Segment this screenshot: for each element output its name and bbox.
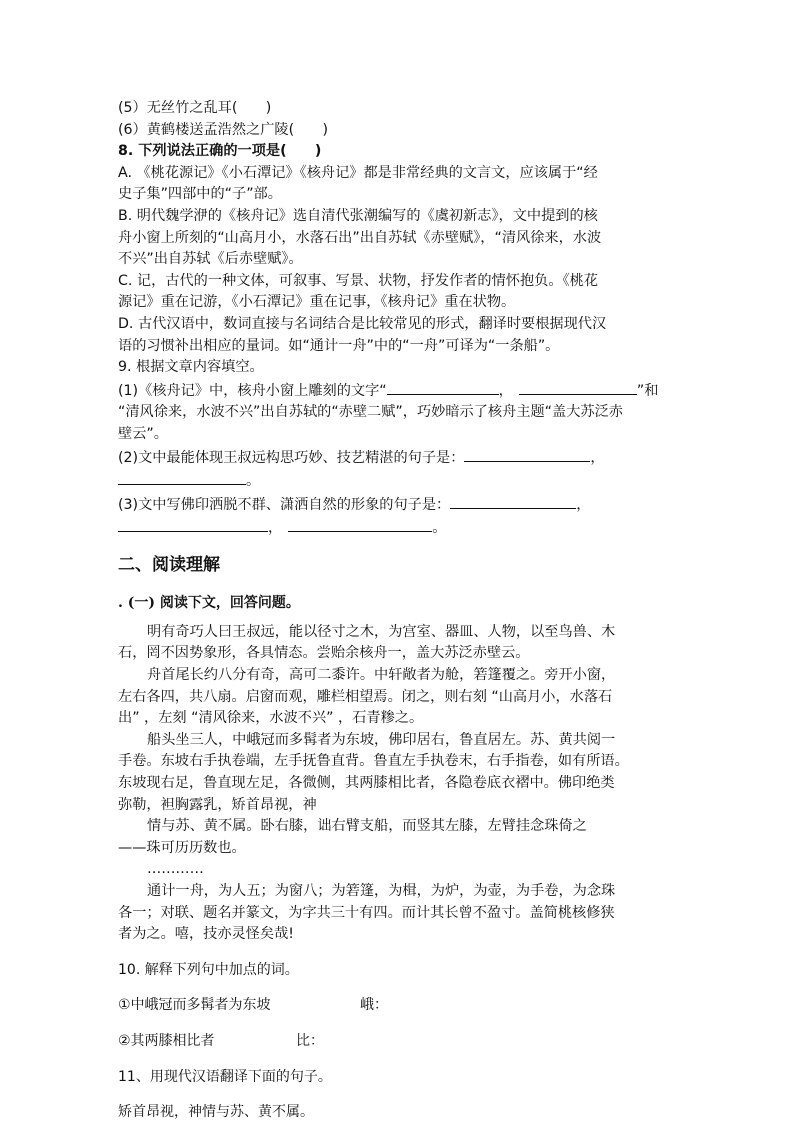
q9-sub1-suffix: ”和: [636, 382, 659, 399]
q8-option-d-line1: D. 古代汉语中，数词直接与名词结合是比较常见的形式，翻译时要根据现代汉: [118, 315, 607, 332]
q9-sub1-line2: “清风徐来，水波不兴”出自苏轼的“赤壁二赋”，巧妙暗示了核舟主题“盖大苏泛赤: [118, 404, 623, 421]
passage-line: 通计一舟，为人五；为窗八；为箬篷，为楫，为炉，为壶，为手卷，为念珠: [147, 883, 616, 899]
passage-line: 情与苏、黄不属。卧右膝，诎右臂支船，而竖其左膝，左臂挂念珠倚之: [147, 818, 587, 835]
passage-line: 弥勒，袒胸露乳，矫首昂视，神: [118, 796, 317, 813]
passage-line: 各一；对联、题名并篆文，为字共三十有四。而计其长曾不盈寸。盖简桃核修狭: [118, 904, 615, 921]
q8-option-b-line1: B. 明代魏学洢的《核舟记》选自清代张潮编写的《虞初新志》，文中提到的核: [118, 207, 598, 224]
document-page: [118, 98, 684, 1138]
q10-item2-word: 比：: [296, 1032, 324, 1049]
passage-line: 出” ，左刻 “清风徐来，水波不兴” ，石青糁之。: [118, 710, 424, 727]
answer-blank[interactable]: [288, 516, 432, 532]
passage-line: ——珠可历历数也。: [118, 839, 246, 856]
passage-line: 东坡现右足，鲁直现左足，各微侧，其两膝相比者，各隐卷底衣褶中。佛印绝类: [118, 775, 615, 792]
q9-sub3-line2: [118, 516, 684, 540]
passage-line: 者为之。嘻，技亦灵怪矣哉!: [118, 926, 294, 943]
q9-sub2-period: 。: [246, 473, 261, 490]
q9-sub3-comma2: ，: [268, 520, 283, 537]
q10-item1-word: 峨：: [360, 997, 388, 1014]
q11-sentence: 矫首昂视，神情与苏、黄不属。: [118, 1104, 314, 1121]
q9-sub2-comma: ，: [590, 449, 605, 466]
q9-sub3-comma: ，: [576, 496, 591, 513]
q10-item2-text: ②其两膝相比者: [118, 1032, 215, 1049]
q8-option-d-line2: 语的习惯补出相应的量词。如“通计一舟”中的“一舟”可译为“一条船”。: [118, 337, 560, 354]
q8-option-c-line1: C. 记，古代的一种文体，可叙事、写景、状物，抒发作者的情怀抱负。《桃花: [118, 272, 599, 289]
answer-blank[interactable]: [464, 446, 590, 462]
answer-blank[interactable]: [450, 493, 576, 509]
q9-sub2-prefix: (2)文中最能体现王叔远构思巧妙、技艺精湛的句子是：: [118, 449, 465, 466]
section-subtitle: . (一) 阅读下文，回答问题。: [118, 594, 300, 611]
passage-line: 明有奇巧人曰王叔远，能以径寸之木，为宫室、器皿、人物，以至鸟兽、木: [147, 623, 616, 640]
q10-item1-text: ①中峨冠而多髯者为东坡: [118, 997, 271, 1014]
q10-item1: [118, 995, 684, 1017]
q8-option-b-line3: 不兴”出自苏轼《后赤壁赋》。: [118, 251, 303, 268]
answer-blank[interactable]: [519, 379, 637, 395]
q9-sub1-comma: ，: [498, 382, 513, 399]
passage-line: 左右各四，共八扇。启窗而观，雕栏相望焉。闭之，则右刻 “山高月小，水落石: [118, 688, 613, 705]
q8-option-b-line2: 舟小窗上所刻的“山高月小，水落石出”出自苏轼《赤壁赋》，“清风徐来，水波: [118, 229, 602, 246]
q7-item6: (6）黄鹤楼送孟浩然之广陵( ): [118, 121, 329, 138]
q9-sub3-line1: [118, 493, 684, 517]
passage-ellipsis: …………: [147, 861, 204, 878]
q9-stem: 9. 根据文章内容填空。: [118, 359, 264, 376]
q9-sub2-line2: [118, 469, 684, 493]
q7-item5: (5）无丝竹之乱耳( ): [118, 100, 272, 116]
q8-stem: 8. 下列说法正确的一项是( ): [118, 143, 322, 160]
q9-sub2-line1: [118, 446, 684, 470]
answer-blank[interactable]: [118, 469, 246, 485]
passage-line: 石，罔不因势象形，各具情态。尝贻余核舟一，盖大苏泛赤壁云。: [118, 645, 530, 662]
q9-sub3-prefix: (3)文中写佛印洒脱不群、潇洒自然的形象的句子是：: [118, 496, 451, 513]
answer-blank[interactable]: [118, 516, 268, 532]
q10-item2: [118, 1031, 684, 1053]
section-title: 二、阅读理解: [118, 554, 220, 575]
q8-option-a-line1: A. 《桃花源记》《小石潭记》《核舟记》都是非常经典的文言文，应该属于“经: [118, 164, 598, 181]
answer-blank[interactable]: [387, 379, 499, 395]
q9-sub1-line1: [118, 379, 684, 403]
q10-stem: 10. 解释下列句中加点的词。: [118, 961, 299, 978]
q9-sub1-line3: 壁云”。: [118, 425, 168, 442]
q8-option-a-line2: 史子集”四部中的“子”部。: [118, 186, 282, 203]
passage-line: 船头坐三人，中峨冠而多髯者为东坡，佛印居右，鲁直居左。苏、黄共阅一: [147, 731, 616, 748]
q9-sub1-prefix: (1)《核舟记》中，核舟小窗上雕刻的文字“: [118, 382, 387, 399]
q9-sub3-period: 。: [432, 520, 447, 537]
passage-line: 舟首尾长约八分有奇，高可二黍许。中轩敞者为舱，箬篷覆之。旁开小窗，: [147, 667, 616, 684]
passage-line: 手卷。东坡右手执卷端，左手抚鲁直背。鲁直左手执卷末，右手指卷，如有所语。: [118, 753, 629, 770]
q8-option-c-line2: 源记》重在记游，《小石潭记》重在记事，《核舟记》重在状物。: [118, 294, 516, 311]
q11-stem: 11、用现代汉语翻译下面的句子。: [118, 1068, 332, 1085]
